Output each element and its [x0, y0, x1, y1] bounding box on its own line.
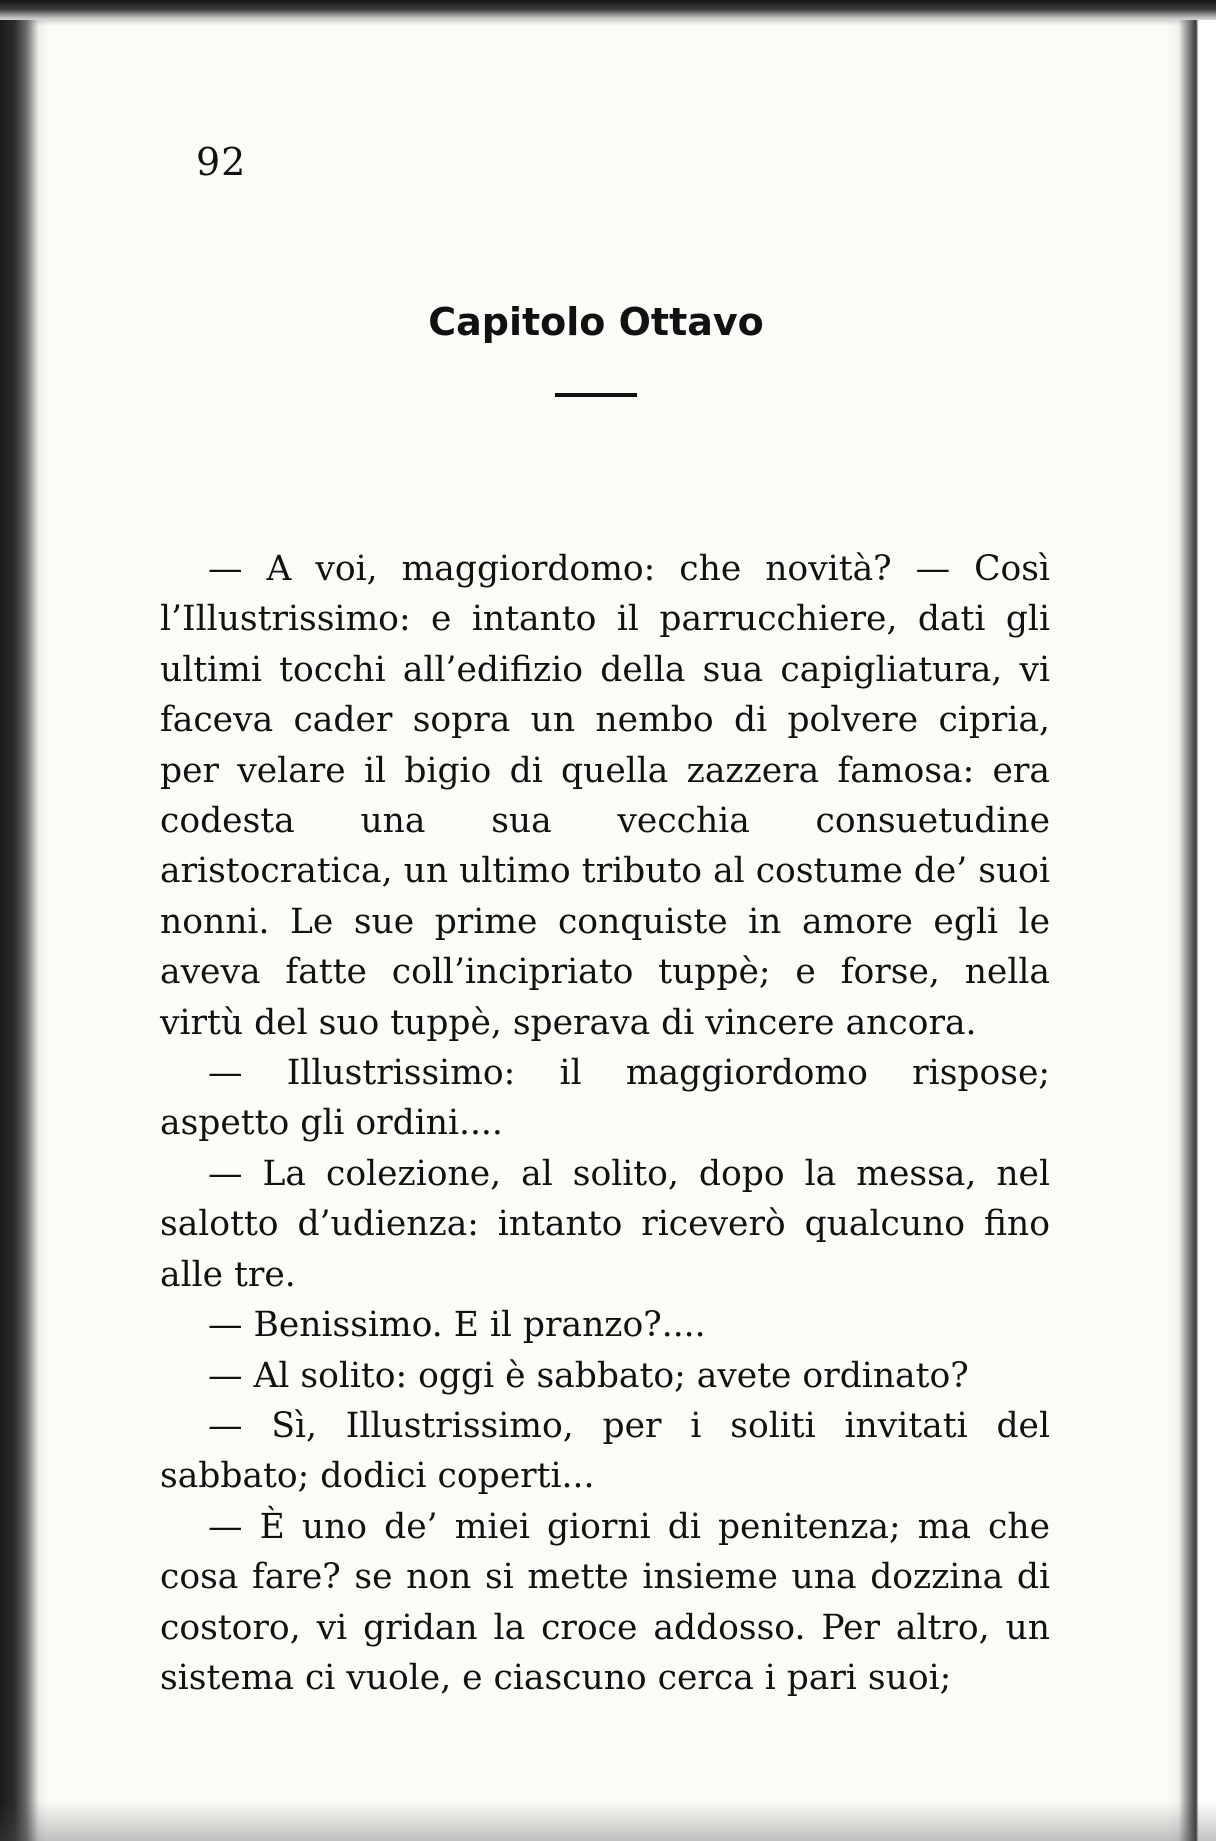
paragraph: — Sì, Illustrissimo, per i soliti invitati del sabbato; dodici coperti...	[160, 1405, 1050, 1497]
page-number: 92	[196, 140, 247, 184]
paragraph: — A voi, maggiordomo: che novità? — Così l’Illustrissimo: e intanto il parrucchiere, dati gli ultimi tocchi all’edifizio della sua capigliatura, vi faceva cader sopra un nembo di polvere cipria, per velare il bigio di quella zazzera famosa: era codesta una sua vecchia consuetudine aristocratica, un ultimo tributo al costume de’ suoi nonni. Le sue prime conquiste in amore egli le aveva fatte coll’incipriato tuppè; e forse, nella virtù del suo tuppè, sperava di vincere ancora.	[160, 549, 1050, 1043]
body-text	[160, 544, 1050, 1703]
title-rule	[555, 393, 637, 397]
scan-edge-top	[0, 0, 1216, 26]
paragraph: — Al solito: oggi è sabbato; avete ordinato?	[208, 1355, 969, 1396]
paragraph: — Benissimo. E il pranzo?....	[208, 1305, 706, 1346]
scan-edge-right	[1166, 20, 1216, 1841]
paragraph: — La colezione, al solito, dopo la messa, nel salotto d’udienza: intanto riceverò qualcuno fino alle tre.	[160, 1153, 1050, 1295]
scan-edge-bottom	[0, 1801, 1216, 1841]
chapter-title: Capitolo Ottavo	[428, 300, 764, 344]
paragraph: — È uno de’ miei giorni di penitenza; ma che cosa fare? se non si mette insieme una dozzina di costoro, vi gridan la croce addosso. Per altro, un sistema ci vuole, e ciascuno cerca i pari suoi;	[160, 1506, 1050, 1698]
paragraph: — Illustrissimo: il maggiordomo rispose; aspetto gli ordini....	[160, 1053, 1050, 1144]
scan-edge-left	[0, 20, 48, 1841]
